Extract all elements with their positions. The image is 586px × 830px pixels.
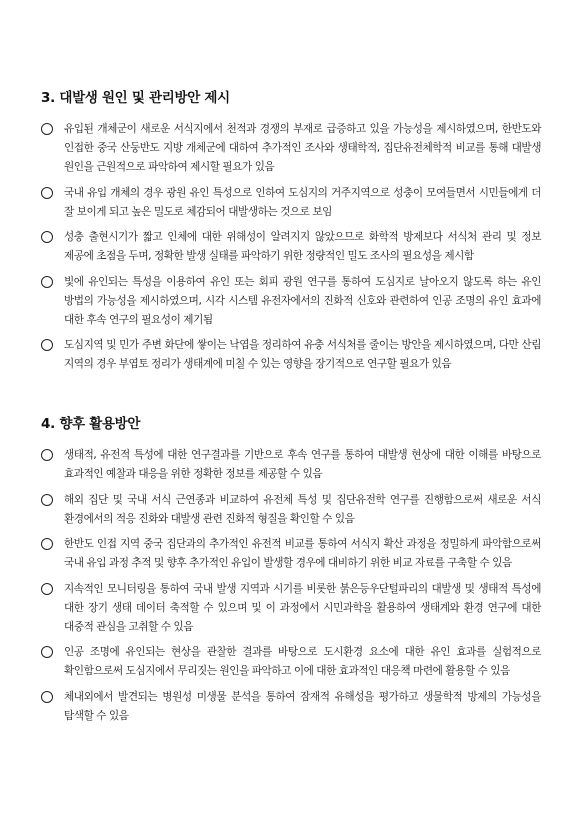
circle-bullet-icon — [41, 187, 53, 199]
section-causes-management — [41, 86, 541, 381]
circle-bullet-icon — [41, 123, 53, 135]
list-item-text: 성충 출현시기가 짧고 인체에 대한 위해성이 알려지지 않았으므로 화학적 방제보다 서식처 관리 및 정보 제공에 초점을 두며, 정확한 발생 실태를 파악하기 위한 정량적인 밀도 조사의 필요성을 제시함 — [64, 231, 541, 262]
circle-bullet-icon — [41, 583, 53, 595]
list-item — [41, 228, 541, 266]
list-item — [41, 336, 541, 374]
list-item-text: 생태적, 유전적 특성에 대한 연구결과를 기반으로 후속 연구를 통하여 대발생 현상에 대한 이해를 바탕으로 효과적인 예찰과 대응을 위한 정확한 정보를 제공할 수 있음 — [64, 449, 541, 480]
circle-bullet-icon — [41, 691, 53, 703]
list-item-text: 인공 조명에 유인되는 현상을 관찰한 결과를 바탕으로 도시환경 요소에 대한 유인 효과를 실험적으로 확인함으로써 도심지에서 무리짓는 원인을 파악하고 이에 대한 효과적인 대응책 마련에 활용할 수 있음 — [64, 646, 541, 677]
list-item-text: 도심지역 및 민가 주변 화단에 쌓이는 낙엽을 정리하여 유충 서식처를 줄이는 방안을 제시하였으며, 다만 산림 지역의 경우 부엽토 정리가 생태계에 미칠 수 있는 영향을 장기적으로 연구할 필요가 있음 — [64, 339, 541, 370]
list-item — [41, 491, 541, 529]
circle-bullet-icon — [41, 231, 53, 243]
circle-bullet-icon — [41, 449, 53, 461]
list-item — [41, 535, 541, 573]
list-item-text: 지속적인 모니터링을 통하여 국내 발생 지역과 시기를 비롯한 붉은등우단털파리의 대발생 및 생태적 특성에 대한 장기 생태 데이터 축적할 수 있으며 및 이 과정에서 시민과학을 활용하여 생태계와 환경 연구에 대한 대중적 관심을 고취할 수 있음 — [64, 582, 541, 633]
circle-bullet-icon — [41, 339, 53, 351]
list-item-text: 체내외에서 발견되는 병원성 미생물 분석을 통하여 잠재적 유해성을 평가하고 생물학적 방제의 가능성을 탐색할 수 있음 — [64, 690, 541, 722]
list-item-text: 해외 집단 및 국내 서식 근연종과 비교하여 유전체 특성 및 집단유전학 연구를 진행함으로써 새로운 서식 환경에서의 적응 진화와 대발생 관련 진화적 형질을 확인할 수 있음 — [64, 493, 541, 525]
circle-bullet-icon — [41, 646, 53, 658]
list-item-text: 빛에 유인되는 특성을 이용하여 유인 또는 회피 광원 연구를 통하여 도심지로 날아오지 않도록 하는 유인 방법의 가능성을 제시하였으며, 시각 시스템 유전자에서의 진화적 신호와 관련하여 인공 조명의 유인 효과에 대한 후속 연구의 필요성이 제기됨 — [64, 275, 541, 326]
circle-bullet-icon — [41, 538, 53, 550]
list-item — [41, 580, 541, 637]
section-title: 3. 대발생 원인 및 관리방안 제시 — [41, 90, 230, 106]
circle-bullet-icon — [41, 494, 53, 506]
list-item — [41, 643, 541, 681]
list-item — [41, 446, 541, 484]
list-item — [41, 688, 541, 726]
section-title: 4. 향후 활용방안 — [41, 416, 141, 432]
list-item — [41, 184, 541, 222]
list-item-text: 한반도 인접 지역 중국 집단과의 추가적인 유전적 비교를 통하여 서식지 확산 과정을 정밀하게 파악함으로써 국내 유입 과정 추적 및 향후 추가적인 유입이 발생할 경우에 대비하기 위한 비교 자료를 구축할 수 있음 — [64, 538, 541, 569]
list-item-text: 유입된 개체군이 새로운 서식지에서 천적과 경쟁의 부재로 급증하고 있을 가능성을 제시하였으며, 한반도와 인접한 중국 산둥반도 지방 개체군에 대하여 추가적인 조사와 생태학적, 집단유전체학적 비교를 통해 대발생 원인을 근원적으로 파악하여 제시할 필요가 있음 — [64, 123, 541, 173]
section-future-use — [41, 412, 541, 732]
list-item — [41, 120, 541, 177]
circle-bullet-icon — [41, 276, 53, 288]
list-item — [41, 273, 541, 330]
list-item-text: 국내 유입 개체의 경우 광원 유인 특성으로 인하여 도심지의 거주지역으로 성충이 모여들면서 시민들에게 더 잘 보이게 되고 높은 밀도로 체감되어 대발생하는 것으로 보임 — [64, 186, 541, 218]
